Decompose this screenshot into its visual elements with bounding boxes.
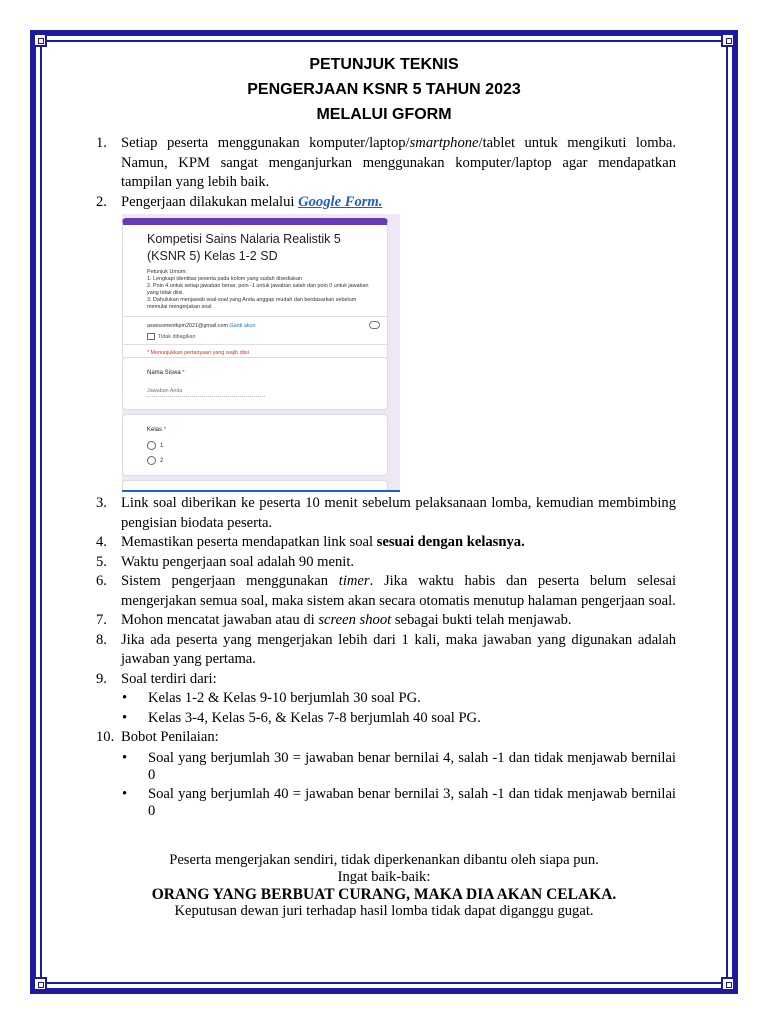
list-item [96,631,676,670]
form-desc-line: 2. Poin 4 untuk setiap jawaban benar, poin -1 untuk jawaban salah dan poin 0 untuk jawaban yang tidak diisi. [147,283,369,296]
question-label-text: Nama Siswa [147,370,181,376]
corner-ornament [721,33,735,47]
item-number: 1. [96,135,107,151]
question-card-nama [122,357,388,410]
document-icon [147,333,155,340]
question-card-kelas [122,414,388,476]
bullet-icon: • [122,749,128,766]
title-line-3: MELALUI GFORM [316,106,452,123]
item-text: Link soal diberikan ke peserta 10 menit sebelum pelaksanaan lomba, kemudian membimbing pengisian biodata peserta. [121,495,676,531]
not-shared-note [147,333,196,340]
bullet-item [96,750,676,784]
bullet-item [96,786,676,820]
corner-ornament [33,977,47,991]
item-text: Setiap peserta menggunakan komputer/laptop/ [121,135,410,151]
required-note: * Menunjukkan pertanyaan yang wajib diisi [147,350,249,356]
footer-line: Peserta mengerjakan sendiri, tidak diperkenankan dibantu oleh siapa pun. [169,852,599,868]
switch-account-link[interactable]: Ganti akun [229,323,256,329]
item-emphasis: timer [338,573,370,589]
footer-line: Ingat baik-baik: [337,869,431,885]
question-card-partial [122,480,388,492]
radio-option[interactable] [147,456,163,465]
list-item [96,611,676,631]
instructions-bottom [96,494,676,820]
item-emphasis: smartphone [409,135,479,151]
google-form-screenshot [122,214,400,492]
form-desc-line: 3. Dahulukan menjawab soal-soal yang Anda anggap mudah dan berdasarkan sebelum memulai mengerjakan soal [147,297,357,310]
item-text: /tablet untuk mengikuti lomba. Namun, KPM sangat menganjurkan menggunakan komputer/laptop agar mendapatkan tampilan yang lebih baik. [121,135,677,190]
form-desc-line: Petunjuk Umum: [147,269,187,275]
list-item [96,572,676,611]
footer-line: Keputusan dewan juri terhadap hasil lomba tidak dapat diganggu gugat. [174,903,594,919]
bullet-icon: • [122,690,128,706]
item-number: 2. [96,193,107,210]
list-item [96,134,676,193]
bullet-icon: • [122,709,128,726]
list-item [96,533,676,553]
form-header-card [122,218,388,360]
item-text: Waktu pengerjaan soal adalah 90 menit. [121,553,355,570]
item-emphasis: screen shoot [318,612,392,628]
item-number: 5. [96,553,107,570]
list-item [96,193,676,213]
form-desc-line: 1. Lengkapi identitas peserta pada kolom yang sudah disediakan [147,276,302,282]
radio-label: 2 [160,458,164,465]
bullet-item [96,709,676,729]
item-text: sebagai bukti telah menjawab. [391,612,572,628]
list-item [96,670,676,690]
radio-option[interactable] [147,441,163,450]
item-text: Sistem pengerjaan menggunakan [121,573,339,589]
item-text: Jika ada peserta yang mengerjakan lebih dari 1 kali, maka jawaban yang digunakan adalah jawaban yang pertama. [121,631,676,667]
item-text: . Jika waktu habis dan peserta belum selesai mengerjakan semua soal, maka sistem akan secara otomatis menutup halaman pengerjaan soal. [121,573,676,609]
item-text: Mohon mencatat jawaban atau di [121,612,319,628]
radio-circle-icon [147,441,156,450]
form-description [147,269,377,311]
list-item [96,728,676,748]
form-title: Kompetisi Sains Nalaria Realistik 5 (KSNR 5) Kelas 1-2 SD [147,232,341,263]
question-label [147,427,166,433]
list-item [96,553,676,573]
list-item [96,494,676,533]
radio-circle-icon [147,456,156,465]
corner-ornament [721,977,735,991]
item-number: 7. [96,612,107,628]
bullet-item [96,689,676,709]
bullet-text: Kelas 3-4, Kelas 5-6, & Kelas 7-8 berjumlah 40 soal PG. [148,709,481,726]
footer-notes [96,852,672,920]
question-label-text: Kelas [147,427,163,433]
google-form-link[interactable]: Google Form. [298,193,383,210]
item-text: Memastikan peserta mendapatkan link soal [121,534,377,550]
not-shared-text: Tidak dibagikan [158,333,196,340]
question-label [147,370,185,376]
bullet-icon: • [122,785,128,802]
item-text: Bobot Penilaian: [121,729,219,745]
item-number: 9. [96,670,107,687]
answer-input[interactable]: Jawaban Anda [147,388,265,397]
divider [123,316,389,317]
corner-ornament [33,33,47,47]
instructions-top [96,134,676,212]
form-account [147,323,256,329]
required-mark: * [182,370,185,376]
bullet-text: Kelas 1-2 & Kelas 9-10 berjumlah 30 soal PG. [148,690,421,706]
item-text: Soal terdiri dari: [121,670,217,687]
title-line-2: PENGERJAAN KSNR 5 TAHUN 2023 [247,81,521,98]
item-number: 10. [96,729,115,745]
item-number: 8. [96,631,107,648]
footer-warning: ORANG YANG BERBUAT CURANG, MAKA DIA AKAN CELAKA. [151,886,617,903]
item-number: 4. [96,534,107,550]
radio-label: 1 [160,443,164,450]
item-strong: sesuai dengan kelasnya. [376,534,525,550]
item-number: 3. [96,495,107,511]
item-text: Pengerjaan dilakukan melalui [121,193,299,210]
required-mark: * [163,427,167,433]
divider [123,344,389,345]
cloud-icon [369,321,380,329]
bullet-text: Soal yang berjumlah 30 = jawaban benar bernilai 4, salah -1 dan tidak menjawab bernilai 0 [148,749,676,783]
title-line-1: PETUNJUK TEKNIS [309,56,459,73]
item-number: 6. [96,573,107,589]
bullet-text: Soal yang berjumlah 40 = jawaban benar bernilai 3, salah -1 dan tidak menjawab bernilai 0 [148,785,676,819]
account-email: assessmentkpm2021@gmail.com [147,323,228,329]
